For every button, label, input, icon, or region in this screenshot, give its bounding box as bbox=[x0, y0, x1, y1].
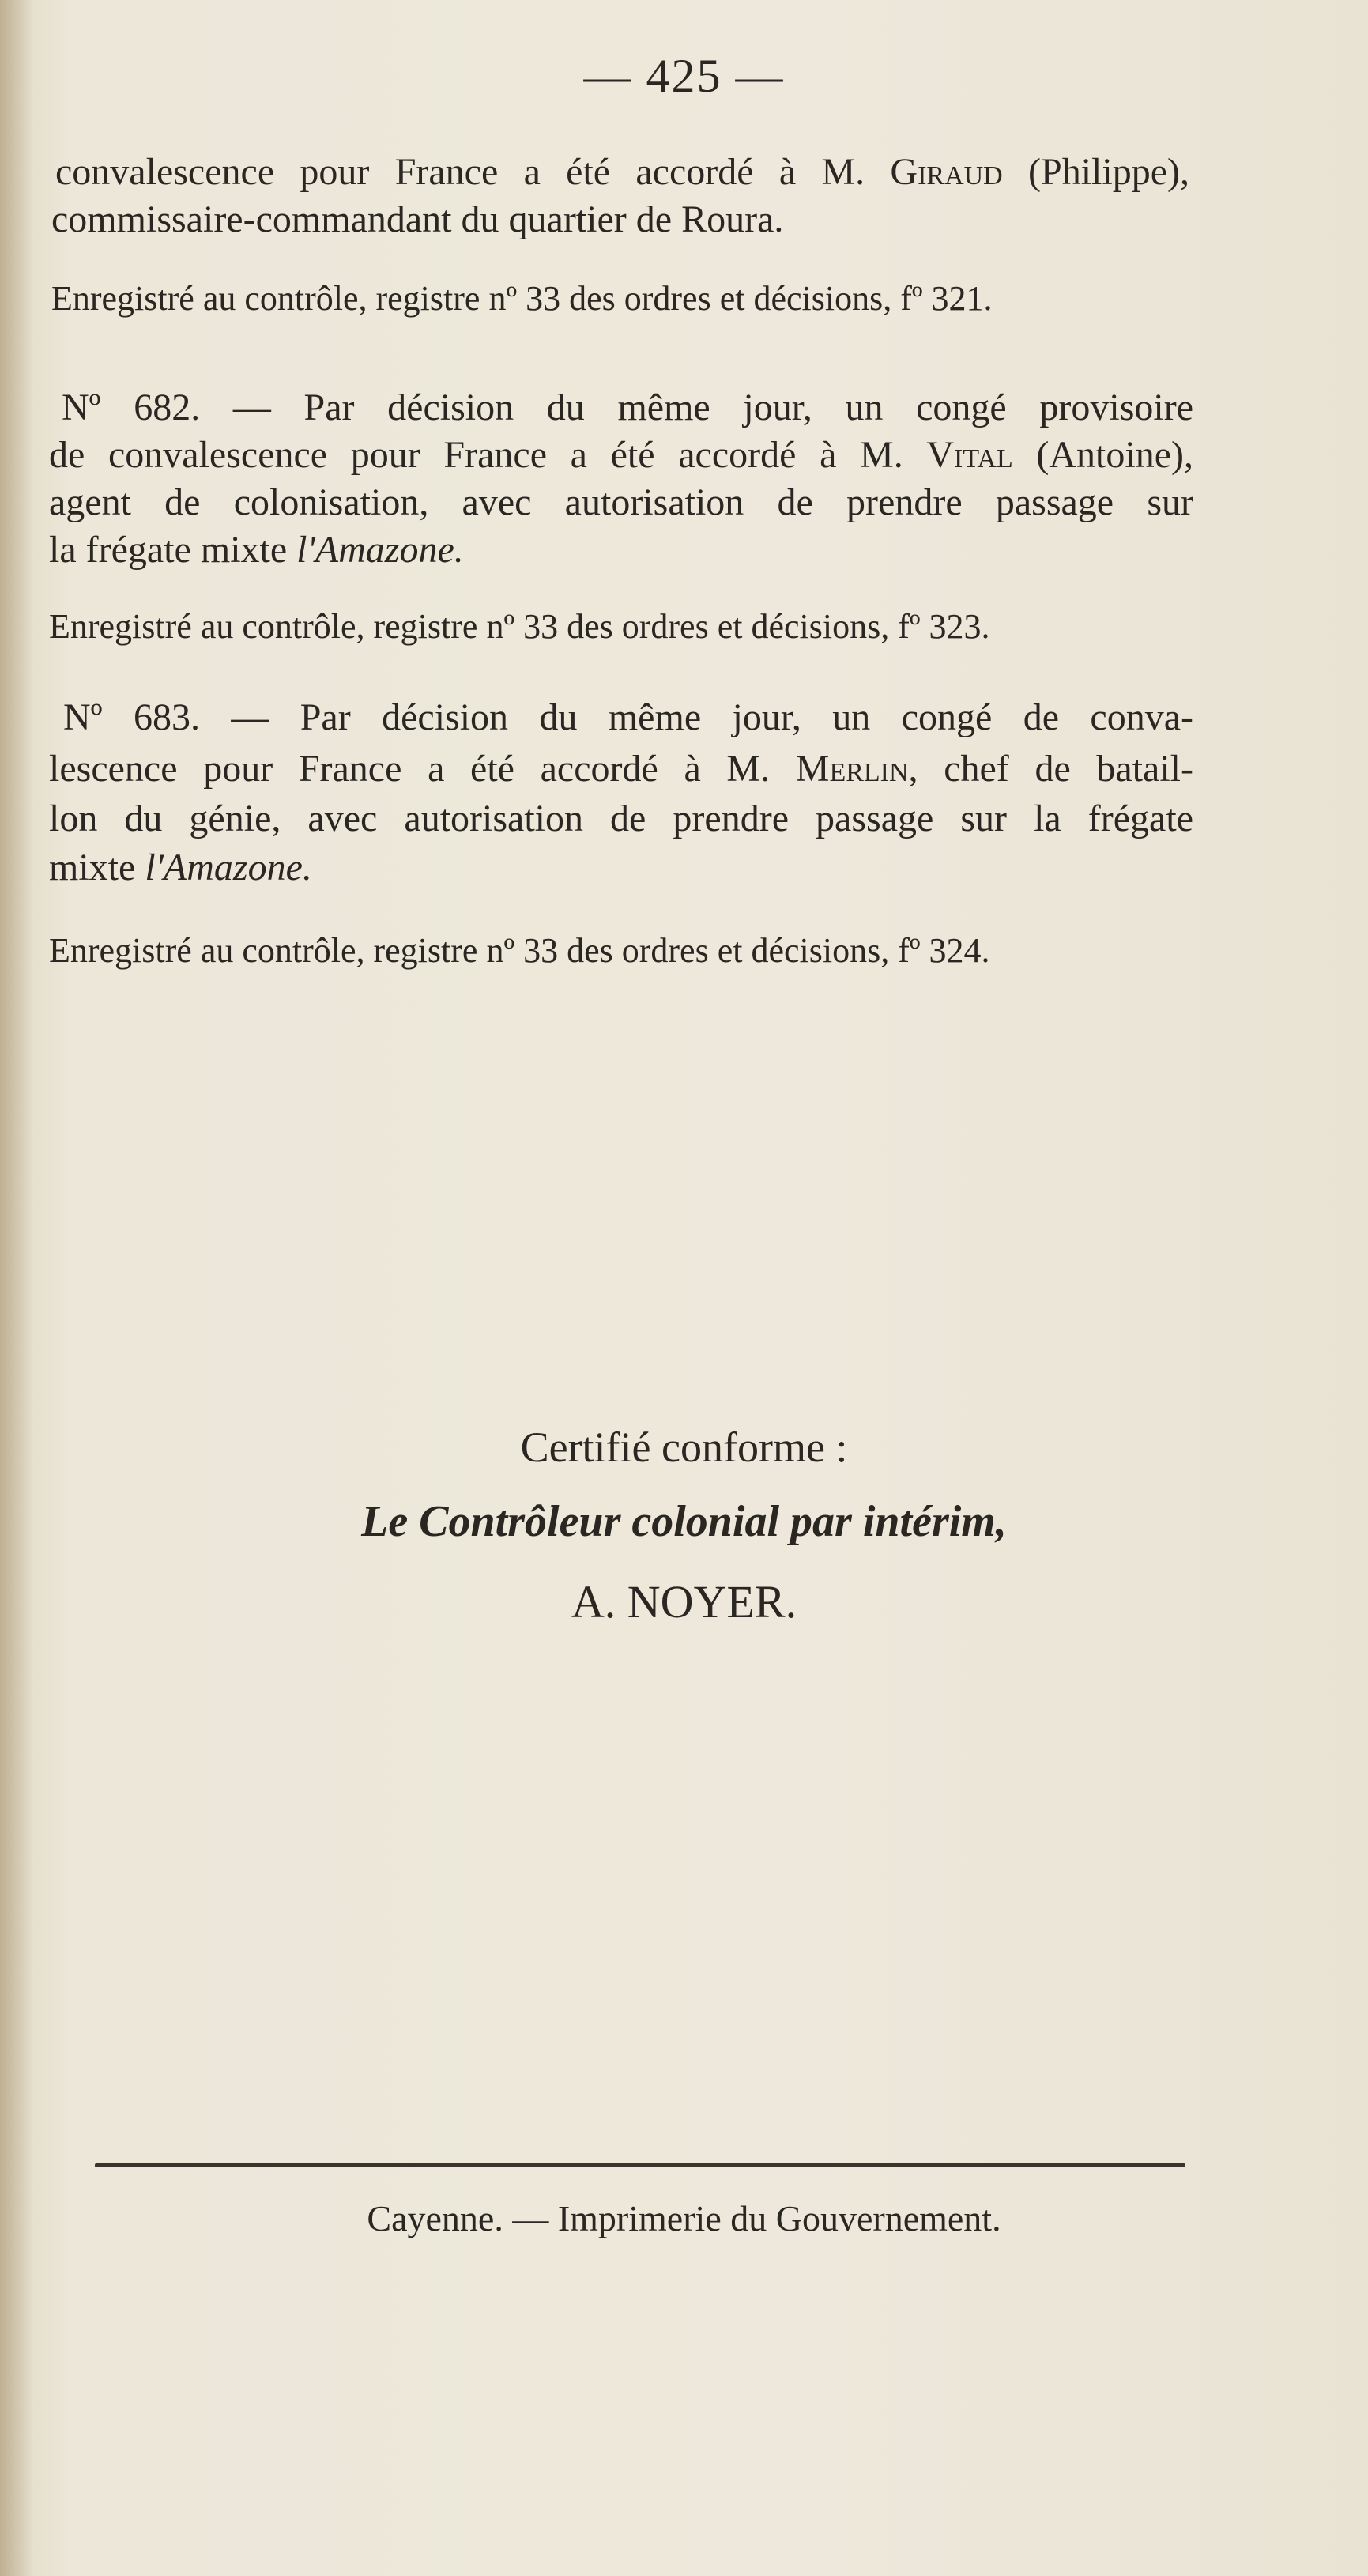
text-segment: la frégate mixte bbox=[49, 529, 297, 571]
divider-rule bbox=[95, 2163, 1185, 2167]
text-segment: mixte bbox=[49, 847, 145, 888]
entry-682-line-1: Nº 682. — Par décision du même jour, un congé provisoire bbox=[62, 387, 1193, 428]
person-name: Vital bbox=[926, 434, 1013, 476]
text-segment: , chef de batail- bbox=[908, 748, 1193, 790]
signatory-name: A. NOYER. bbox=[571, 1576, 797, 1627]
ship-name: l'Amazone. bbox=[296, 529, 464, 571]
text-segment: de convalescence pour France a été accordé à M. bbox=[49, 434, 927, 476]
person-name: Giraud bbox=[890, 151, 1003, 193]
entry-683-line-2 bbox=[49, 747, 1193, 791]
entry-683-line-4 bbox=[49, 846, 312, 890]
page-number: — 425 — bbox=[583, 50, 785, 102]
entry-683-line-3: lon du génie, avec autorisation de prendre passage sur la frégate bbox=[49, 798, 1193, 839]
previous-entry-line-1 bbox=[55, 150, 1189, 194]
person-name: Merlin bbox=[795, 748, 909, 790]
certified-line: Certifié conforme : bbox=[520, 1424, 848, 1471]
previous-entry-line-2: commissaire-commandant du quartier de Roura. bbox=[51, 198, 784, 240]
text-segment: lescence pour France a été accordé à M. bbox=[49, 748, 796, 790]
signatory-title: Le Contrôleur colonial par intérim, bbox=[361, 1497, 1007, 1546]
binding-shadow bbox=[0, 0, 33, 2576]
text-segment: (Antoine), bbox=[1012, 434, 1193, 476]
entry-683-registration: Enregistré au contrôle, registre nº 33 des ordres et décisions, fº 324. bbox=[49, 931, 990, 970]
entry-682-line-2 bbox=[49, 433, 1193, 477]
entry-682-registration: Enregistré au contrôle, registre nº 33 des ordres et décisions, fº 323. bbox=[49, 607, 990, 646]
entry-682-line-4 bbox=[49, 528, 464, 572]
entry-683-line-1: Nº 683. — Par décision du même jour, un congé de conva- bbox=[63, 696, 1193, 738]
text-segment: convalescence pour France a été accordé à M. bbox=[55, 151, 891, 193]
previous-entry-registration: Enregistré au contrôle, registre nº 33 des ordres et décisions, fº 321. bbox=[51, 279, 993, 318]
imprint-line: Cayenne. — Imprimerie du Gouvernement. bbox=[367, 2198, 1001, 2238]
text-segment: (Philippe), bbox=[1002, 151, 1189, 193]
entry-682-line-3: agent de colonisation, avec autorisation de prendre passage sur bbox=[49, 481, 1193, 523]
ship-name: l'Amazone. bbox=[145, 847, 312, 888]
